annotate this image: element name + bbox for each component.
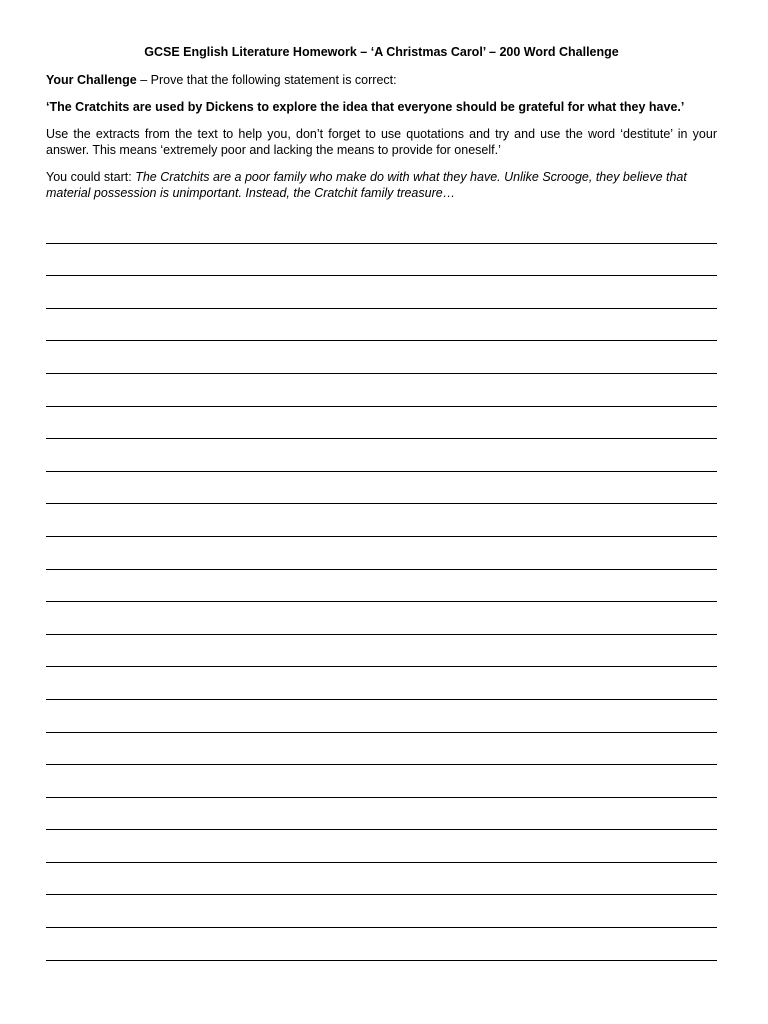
answer-line[interactable] (46, 700, 717, 733)
answer-line[interactable] (46, 309, 717, 342)
answer-line[interactable] (46, 211, 717, 244)
answer-line[interactable] (46, 830, 717, 863)
starter-prompt: You could start: (46, 170, 136, 184)
challenge-line (46, 72, 717, 88)
answer-line[interactable] (46, 276, 717, 309)
answer-line[interactable] (46, 504, 717, 537)
answer-line[interactable] (46, 928, 717, 961)
answer-line[interactable] (46, 798, 717, 831)
answer-line[interactable] (46, 602, 717, 635)
instructions-text: Use the extracts from the text to help you, don’t forget to use quotations and try and use the word ‘destitute’ in your answer. This means ‘extremely poor and lacking the means to provide for oneself.’ (46, 127, 717, 157)
answer-line[interactable] (46, 895, 717, 928)
starter-example: The Cratchits are a poor family who make do with what they have. Unlike Scrooge, they believe that material possession is unimportant. Instead, the Cratchit family treasure… (46, 170, 687, 200)
answer-line[interactable] (46, 472, 717, 505)
answer-line[interactable] (46, 667, 717, 700)
answer-line[interactable] (46, 407, 717, 440)
answer-line[interactable] (46, 635, 717, 668)
answer-line[interactable] (46, 374, 717, 407)
answer-line[interactable] (46, 537, 717, 570)
challenge-label: Your Challenge (46, 73, 137, 87)
answer-line[interactable] (46, 733, 717, 766)
starter-sentence (46, 169, 717, 201)
answer-line[interactable] (46, 863, 717, 896)
challenge-statement: ‘The Cratchits are used by Dickens to explore the idea that everyone should be grateful for what they have.’ (46, 100, 685, 114)
answer-lines (46, 211, 717, 961)
worksheet-title: GCSE English Literature Homework – ‘A Christmas Carol’ – 200 Word Challenge (144, 45, 619, 59)
answer-line[interactable] (46, 341, 717, 374)
answer-line[interactable] (46, 439, 717, 472)
answer-line[interactable] (46, 244, 717, 277)
challenge-text: – Prove that the following statement is correct: (136, 73, 397, 87)
answer-line[interactable] (46, 765, 717, 798)
answer-line[interactable] (46, 570, 717, 603)
